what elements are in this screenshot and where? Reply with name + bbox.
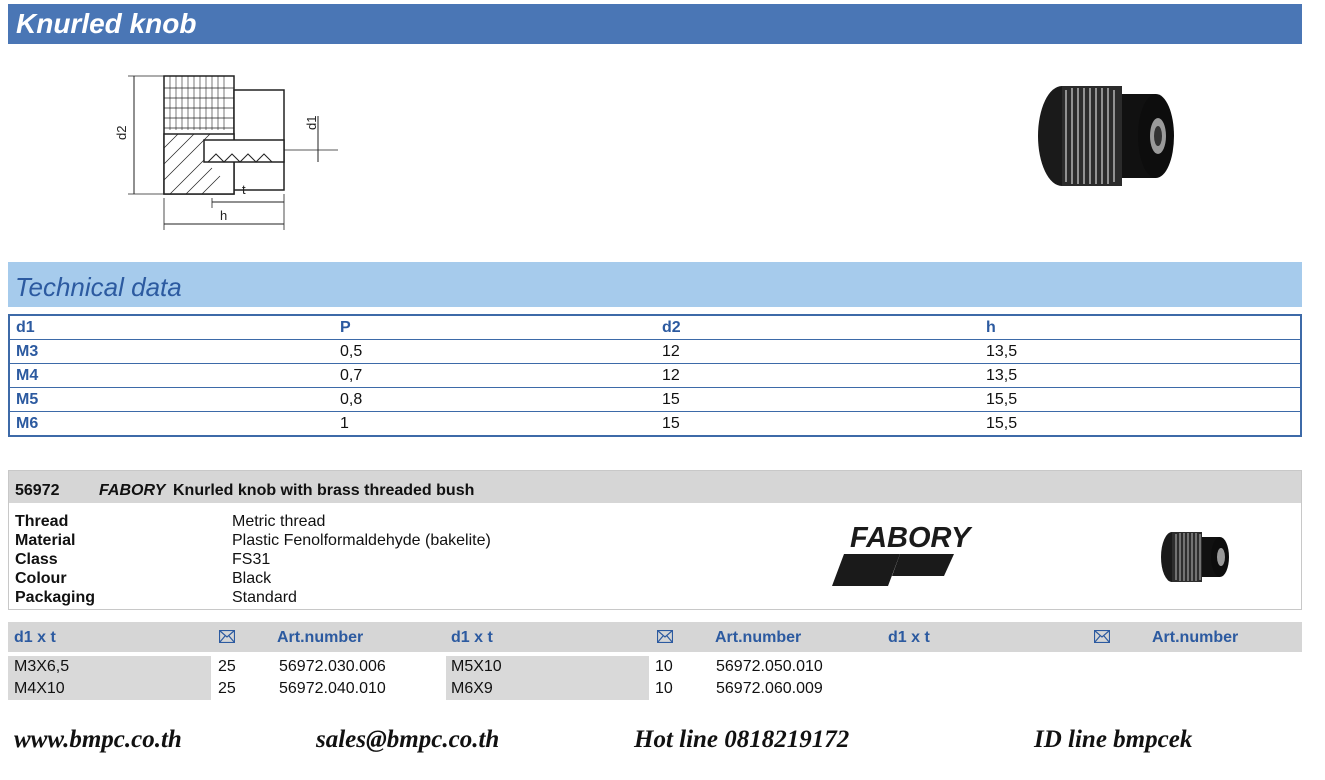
- column-header-size: d1 x t: [14, 629, 56, 646]
- technical-data-table: [8, 314, 1302, 437]
- column-header: h: [986, 319, 996, 336]
- dim-h-label: h: [220, 208, 228, 223]
- table-cell: 12: [662, 367, 680, 384]
- website-link[interactable]: www.bmpc.co.th: [14, 726, 182, 753]
- table-row: [10, 339, 1300, 363]
- spec-label: Material: [15, 532, 76, 549]
- spec-value: Standard: [232, 589, 297, 606]
- table-cell: 13,5: [986, 343, 1018, 360]
- order-qty: 25: [218, 658, 236, 675]
- table-cell: M6: [16, 415, 39, 432]
- envelope-icon: [657, 630, 673, 643]
- table-cell: M3: [16, 343, 39, 360]
- title-bar: [8, 4, 1302, 44]
- table-row: [10, 387, 1300, 411]
- column-header-size: d1 x t: [451, 629, 493, 646]
- product-header: [9, 471, 1301, 503]
- logo-text: FABORY: [850, 522, 971, 554]
- technical-drawing: [112, 68, 352, 236]
- line-id-text: ID line bmpcek: [1034, 726, 1193, 753]
- spec-value: FS31: [232, 551, 271, 568]
- column-header: d1: [16, 319, 35, 336]
- order-size: M5X10: [451, 658, 502, 675]
- table-cell: 0,8: [340, 391, 363, 408]
- dim-d1-label: d1: [304, 115, 319, 130]
- product-brand: FABORY: [99, 482, 166, 499]
- order-qty: 10: [655, 680, 673, 697]
- table-cell: 15: [662, 391, 680, 408]
- column-header: P: [340, 319, 351, 336]
- email-link[interactable]: sales@bmpc.co.th: [316, 726, 500, 753]
- column-header-art: Art.number: [277, 629, 364, 646]
- spec-label: Thread: [15, 513, 69, 530]
- table-cell: 0,5: [340, 343, 363, 360]
- table-cell: M5: [16, 391, 39, 408]
- envelope-icon: [1094, 630, 1110, 643]
- spec-label: Colour: [15, 570, 67, 587]
- column-header-size: d1 x t: [888, 629, 930, 646]
- spec-value: Metric thread: [232, 513, 326, 530]
- fabory-logo: [828, 516, 974, 586]
- product-code: 56972: [15, 482, 60, 499]
- product-info-box: [8, 470, 1302, 610]
- spec-value: Plastic Fenolformaldehyde (bakelite): [232, 532, 491, 549]
- order-art-number[interactable]: 56972.060.009: [716, 680, 823, 697]
- order-table-header: [8, 622, 1302, 652]
- order-size: M4X10: [14, 680, 65, 697]
- table-cell: 13,5: [986, 367, 1018, 384]
- product-name: Knurled knob with brass threaded bush: [173, 482, 475, 499]
- spec-label: Packaging: [15, 589, 96, 606]
- page-title: Knurled knob: [16, 8, 197, 39]
- spec-label: Class: [15, 551, 58, 568]
- hotline-text: Hot line 0818219172: [634, 726, 850, 753]
- technical-data-title: Technical data: [15, 272, 182, 302]
- order-art-number[interactable]: 56972.030.006: [279, 658, 386, 675]
- table-header-row: [10, 316, 1300, 339]
- table-cell: 1: [340, 415, 349, 432]
- product-photo: [1030, 80, 1180, 192]
- spec-value: Black: [232, 570, 272, 587]
- order-art-number[interactable]: 56972.050.010: [716, 658, 823, 675]
- table-cell: M4: [16, 367, 39, 384]
- table-cell: 0,7: [340, 367, 363, 384]
- order-qty: 25: [218, 680, 236, 697]
- dim-d2-label: d2: [114, 125, 129, 140]
- table-row: [10, 411, 1300, 435]
- column-header-art: Art.number: [715, 629, 802, 646]
- order-art-number[interactable]: 56972.040.010: [279, 680, 386, 697]
- table-cell: 12: [662, 343, 680, 360]
- product-thumbnail: [1158, 528, 1232, 586]
- table-row: [10, 363, 1300, 387]
- technical-data-bar: [8, 262, 1302, 307]
- table-cell: 15: [662, 415, 680, 432]
- envelope-icon: [219, 630, 235, 643]
- dim-t-label: t: [242, 182, 246, 197]
- column-header: d2: [662, 319, 681, 336]
- order-size: M3X6,5: [14, 658, 70, 675]
- column-header-art: Art.number: [1152, 629, 1239, 646]
- order-size: M6X9: [451, 680, 493, 697]
- table-cell: 15,5: [986, 415, 1018, 432]
- table-cell: 15,5: [986, 391, 1018, 408]
- order-qty: 10: [655, 658, 673, 675]
